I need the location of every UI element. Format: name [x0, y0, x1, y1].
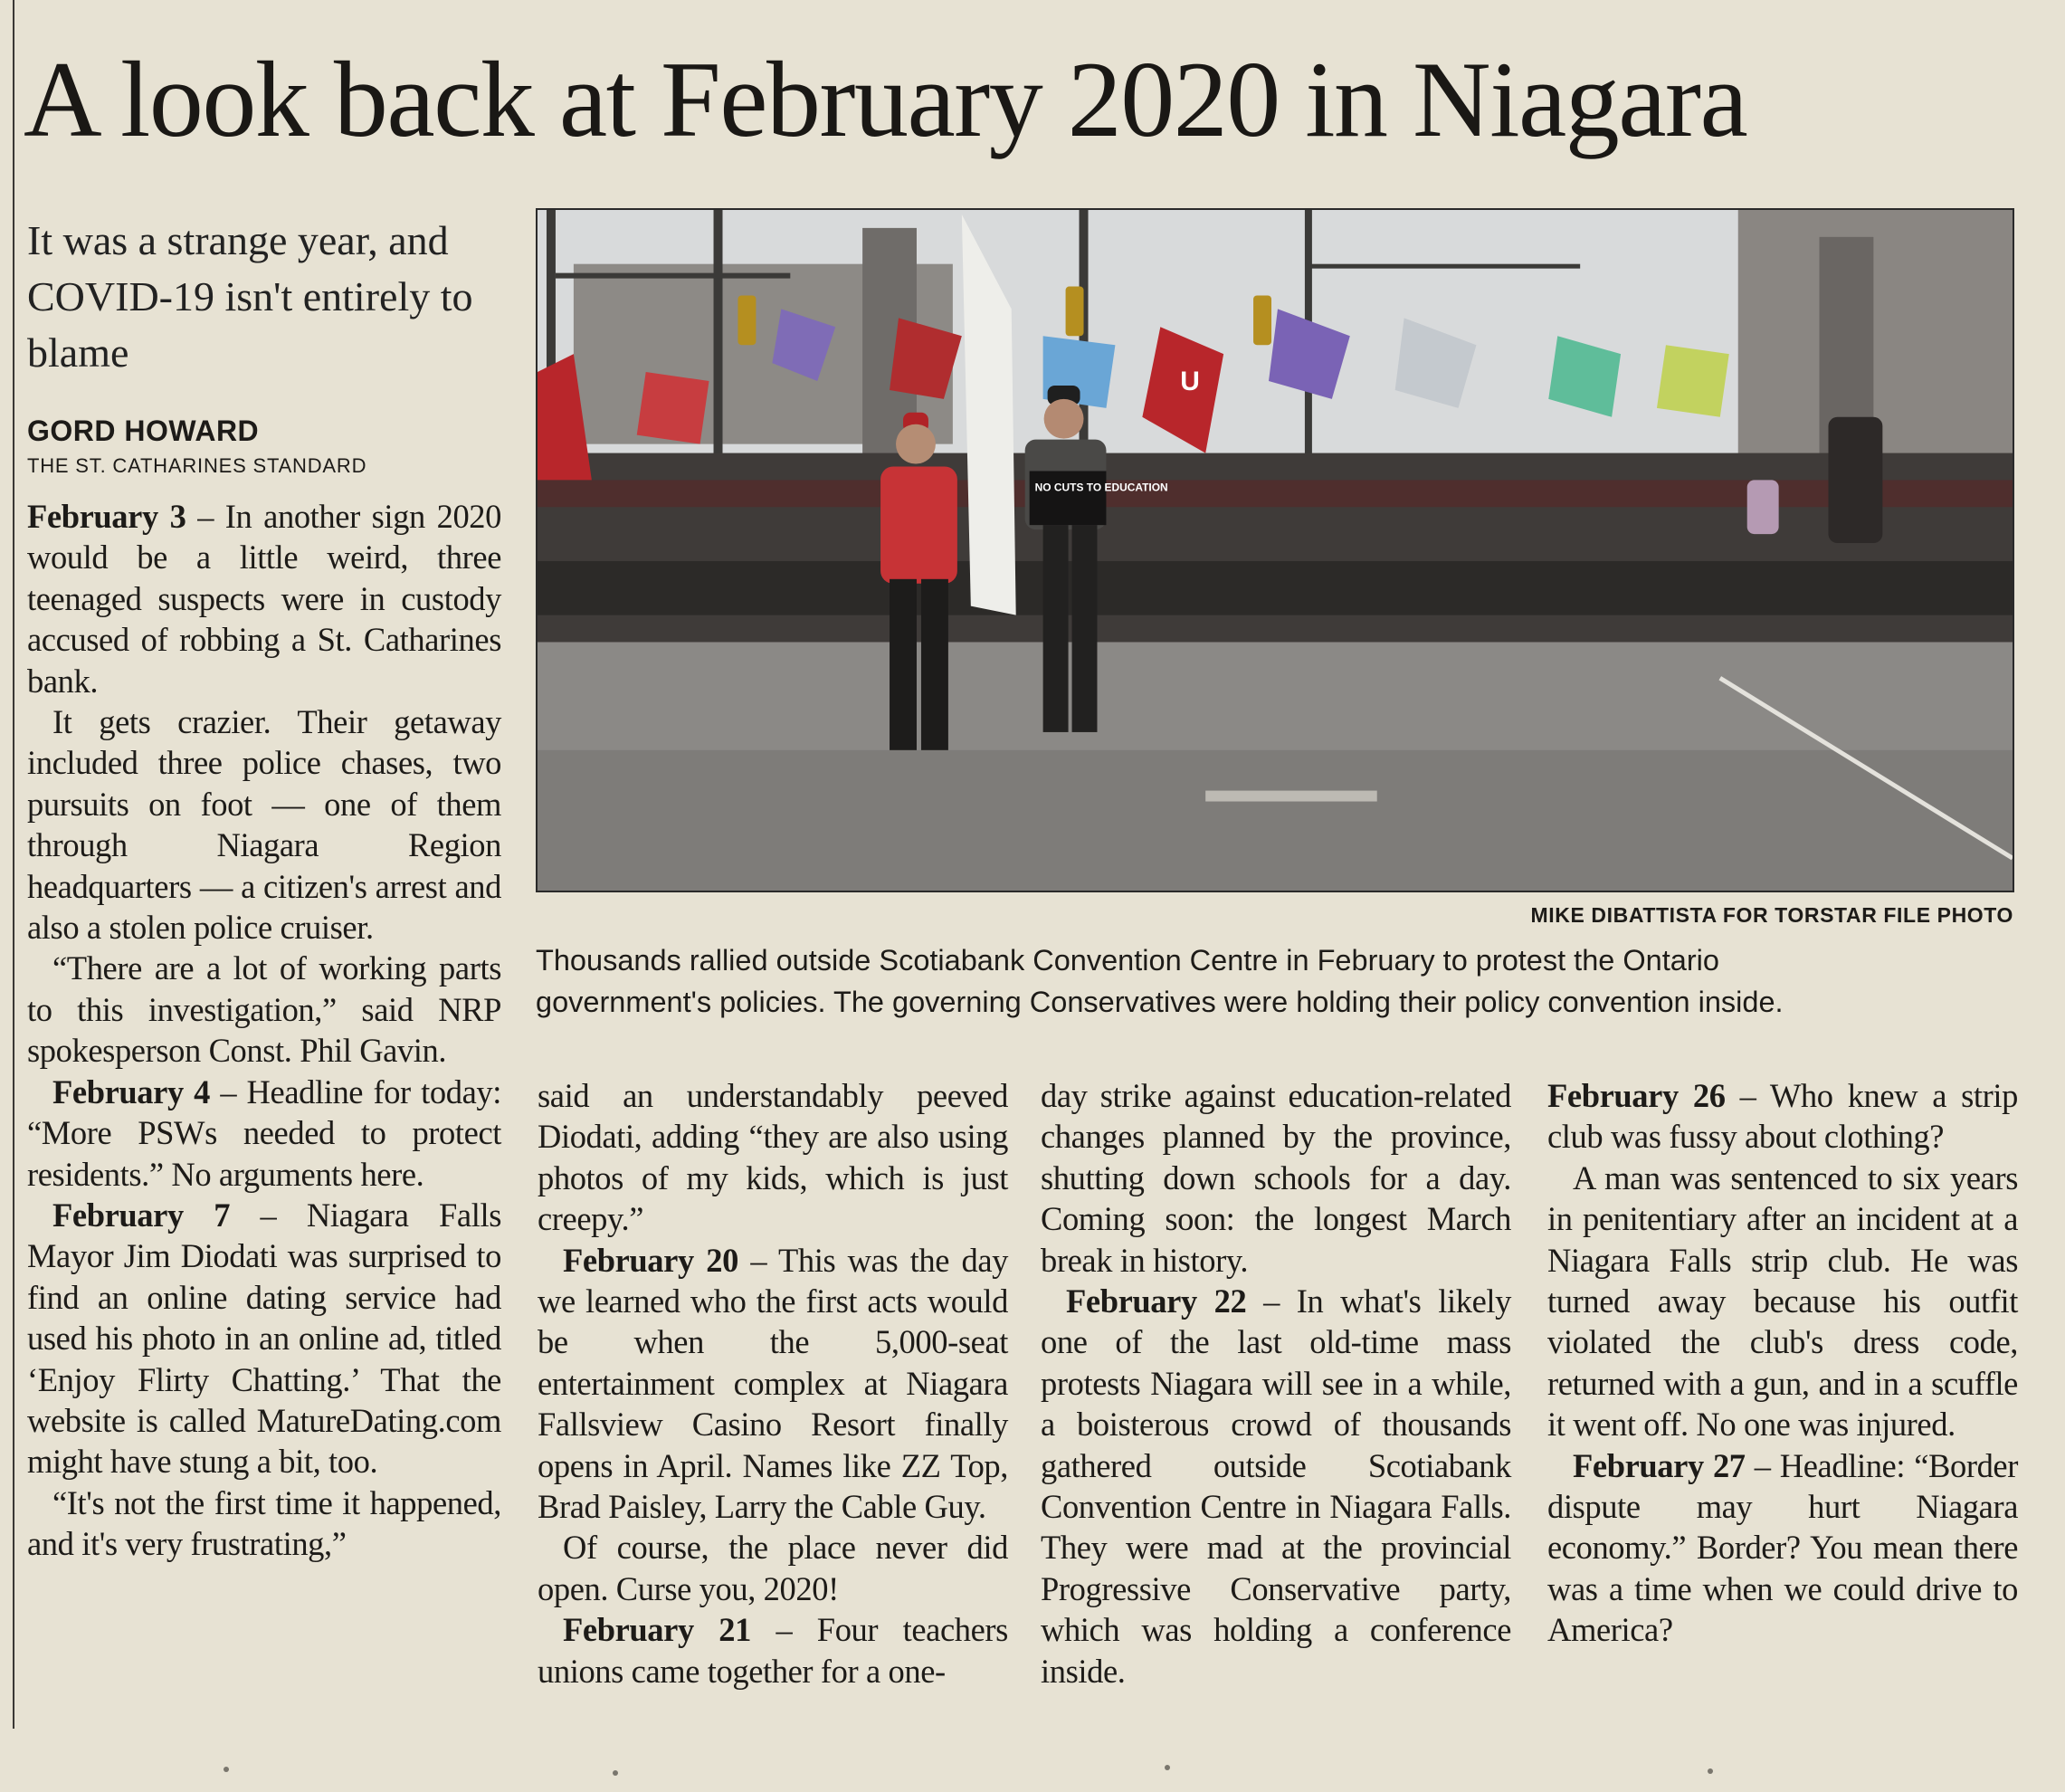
paragraph: A man was sentenced to six years in penitentiary after an incident at a Niagara Falls strip club. He was turned away because his outfit violated the club's dress code, returned with a gun, and in a scuffle it went off. No one was injured.	[1547, 1158, 2018, 1444]
paragraph-text: – Who knew a strip club was fussy about clothing?	[1547, 1077, 2018, 1156]
paragraph-text: – In what's likely one of the last old-time mass protests Niagara will see in a while, a boisterous crowd of thousands gathered outside Scotiabank Convention Centre in Niagara Falls. They were mad at the provincial Progressive Conservative party, which was holding a conference inside.	[1041, 1282, 1511, 1690]
paragraph-text: – Headline for today: “More PSWs needed to protect residents.” No arguments here.	[27, 1072, 501, 1193]
signal-arm	[556, 273, 790, 279]
marcher-leg	[890, 579, 917, 750]
crowd-red-jackets	[538, 480, 2013, 507]
marcher-head	[896, 424, 936, 464]
paragraph-text: – Headline: “Border dispute may hurt Niagara economy.” Border? You mean there was a time when we could drive to America?	[1547, 1446, 2018, 1649]
speck	[1165, 1765, 1170, 1770]
signal-arm	[1309, 264, 1580, 269]
paragraph: said an understandably peeved Diodati, adding “they are also using photos of my kids, which is just creepy.”	[538, 1077, 1008, 1238]
crowd-shadow	[538, 561, 2013, 615]
protest-photo-illustration	[538, 210, 2013, 891]
byline-publication: THE ST. CATHARINES STANDARD	[27, 454, 367, 477]
speck	[613, 1770, 618, 1776]
column-rule	[13, 0, 14, 1729]
green-flag	[1657, 345, 1729, 417]
paragraph: It gets crazier. Their getaway included three police chases, two pursuits on foot — one of them through Niagara Region headquarters — a citizen's arrest and also a stolen police cruiser.	[27, 703, 501, 947]
date-lead: February 26	[1547, 1077, 1726, 1114]
flag-letter: U	[1180, 366, 1200, 396]
traffic-light	[1253, 295, 1271, 345]
paragraph	[538, 1609, 1008, 1692]
paragraph	[538, 1240, 1008, 1528]
paragraph: “There are a lot of working parts to this investigation,” said NRP spokesperson Const. Phil Gavin.	[27, 949, 501, 1070]
paragraph	[27, 1195, 501, 1482]
child	[1747, 480, 1779, 534]
date-lead: February 4	[52, 1072, 210, 1110]
road-foreground	[538, 750, 2013, 891]
pedestrian-right	[1828, 417, 1882, 543]
red-flag	[637, 372, 709, 444]
date-lead: February 7	[52, 1196, 231, 1234]
marcher-red-jacket	[880, 466, 957, 583]
caption-line: Thousands rallied outside Scotiabank Convention Centre in February to protest the Ontario	[536, 944, 1719, 977]
date-lead: February 22	[1066, 1282, 1247, 1320]
date-lead: February 27	[1573, 1446, 1746, 1484]
marcher-leg	[1072, 525, 1098, 732]
paragraph: “It's not the first time it happened, and it's very frustrating,”	[27, 1483, 501, 1563]
column-4	[1547, 1075, 2018, 1651]
traffic-light	[738, 295, 756, 345]
paragraph	[1547, 1075, 2018, 1158]
column-2	[538, 1075, 1008, 1692]
paragraph	[1041, 1281, 1511, 1692]
show-through-line	[235, 4, 243, 33]
photo-caption	[536, 939, 2029, 1023]
date-lead: February 20	[563, 1241, 738, 1279]
speck	[224, 1767, 229, 1772]
byline-author: GORD HOWARD	[27, 415, 260, 447]
paragraph-text: – In another sign 2020 would be a little weird, three teenaged suspects were in custody accused of robbing a St. Catharines bank.	[27, 498, 502, 700]
headline: A look back at February 2020 in Niagara	[24, 39, 1747, 159]
paragraph-text: – This was the day we learned who the first acts would be when the 5,000-seat entertainment complex at Niagara Fallsview Casino Resort finally opens in April. Names like ZZ Top, Brad Paisley, Larry the Cable Guy.	[538, 1241, 1008, 1526]
caption-line: government's policies. The governing Conservatives were holding their policy convention inside.	[536, 986, 1784, 1018]
paragraph	[27, 1072, 501, 1195]
date-lead: February 3	[27, 498, 186, 535]
protest-sign	[1030, 471, 1107, 525]
paragraph: day strike against education-related changes planned by the province, shutting down schools for a day. Coming soon: the longest March break in history.	[1041, 1077, 1511, 1279]
column-3	[1041, 1075, 1511, 1692]
traffic-light	[1066, 287, 1084, 337]
print-specks	[0, 1751, 2065, 1792]
marcher-head	[1044, 399, 1084, 439]
paragraph-text: – Niagara Falls Mayor Jim Diodati was surprised to find an online dating service had used his photo in an online ad, titled ‘Enjoy Flirty Chatting.’ That the website is called MatureDating.com might have stung a bit, too.	[27, 1196, 502, 1481]
paragraph: Of course, the place never did open. Curse you, 2020!	[538, 1529, 1008, 1607]
crosswalk-stripe	[1205, 791, 1377, 802]
marcher-leg	[921, 579, 948, 750]
sign-text: NO CUTS TO EDUCATION	[1034, 481, 1168, 494]
paragraph	[27, 496, 501, 701]
speck	[1708, 1768, 1713, 1774]
column-1	[27, 496, 501, 1565]
protest-photo	[536, 208, 2014, 892]
paragraph	[1547, 1445, 2018, 1651]
date-lead: February 21	[563, 1611, 751, 1649]
marcher-leg	[1043, 525, 1069, 732]
paragraph-text: – Four teachers unions came together for a one-	[538, 1611, 1008, 1690]
photo-credit: MIKE DIBATTISTA FOR TORSTAR FILE PHOTO	[1530, 903, 2013, 927]
deck-subheadline: It was a strange year, and COVID-19 isn't entirely to blame	[27, 217, 473, 376]
